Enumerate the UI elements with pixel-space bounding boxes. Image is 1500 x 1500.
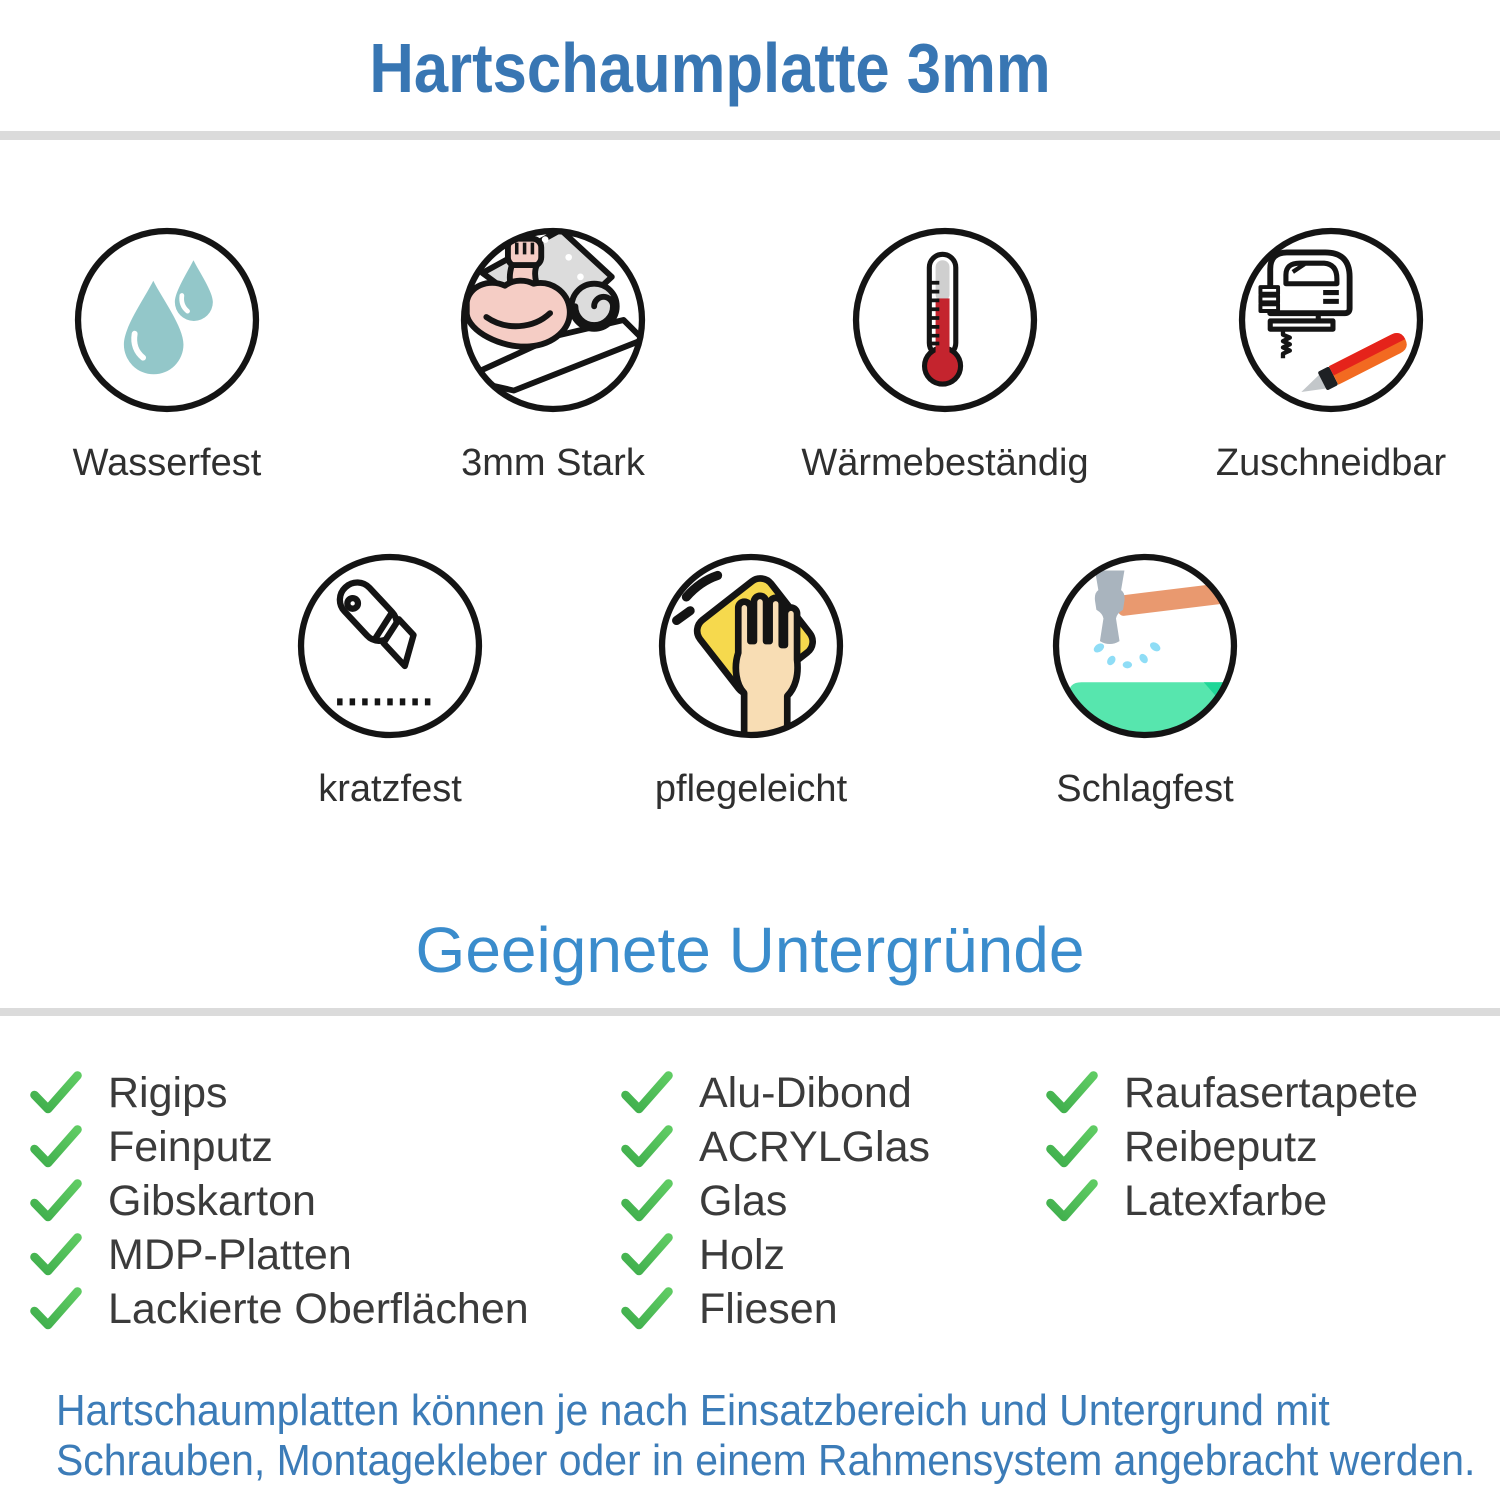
substrate-label: ACRYLGlas (699, 1122, 931, 1171)
feature-label: 3mm Stark (461, 442, 645, 484)
checkmark-icon (621, 1286, 673, 1332)
checkmark-icon (1046, 1124, 1098, 1170)
feature-label: kratzfest (318, 768, 462, 810)
checkmark-icon (621, 1070, 673, 1116)
checkmark-icon (30, 1232, 82, 1278)
substrate-item (621, 1282, 930, 1336)
footer-line-2: Schrauben, Montagekleber oder in einem Rahmensystem angebracht werden. (56, 1436, 1476, 1485)
footer-note (56, 1386, 1475, 1486)
substrate-label: Raufasertapete (1124, 1068, 1419, 1117)
checkmark-icon (30, 1178, 82, 1224)
thermometer-icon (847, 222, 1043, 418)
substrate-item (30, 1120, 529, 1174)
substrate-column-3 (1046, 1066, 1418, 1228)
checkmark-icon (30, 1286, 82, 1332)
substrate-label: Holz (699, 1230, 786, 1279)
substrate-item (621, 1120, 930, 1174)
feature-zuschneidbar (1171, 222, 1491, 485)
checkmark-icon (621, 1124, 673, 1170)
utility-knife-icon (292, 548, 488, 744)
footer-line-1: Hartschaumplatten können je nach Einsatzbereich und Untergrund mit (56, 1386, 1330, 1435)
checkmark-icon (30, 1124, 82, 1170)
checkmark-icon (1046, 1070, 1098, 1116)
substrate-item (621, 1174, 930, 1228)
water-drops-icon (69, 222, 265, 418)
substrate-label: MDP-Platten (108, 1230, 352, 1279)
feature-pflegeleicht (591, 548, 911, 811)
substrate-label: Rigips (108, 1068, 228, 1117)
substrate-item (1046, 1066, 1418, 1120)
feature-label: Schlagfest (1056, 768, 1234, 810)
section-title-untergruende: Geeignete Untergründe (415, 914, 1085, 986)
substrate-item (621, 1066, 930, 1120)
jigsaw-cutter-icon (1233, 222, 1429, 418)
substrate-column-2 (621, 1066, 930, 1336)
substrate-item (621, 1228, 930, 1282)
muscle-arm-icon (455, 222, 651, 418)
page-title: Hartschaumplatte 3mm (369, 29, 1051, 107)
substrate-label: Reibeputz (1124, 1122, 1318, 1171)
substrate-item (1046, 1174, 1418, 1228)
hammer-impact-icon (1047, 548, 1243, 744)
feature-label: Wasserfest (72, 442, 262, 484)
substrate-item (30, 1066, 529, 1120)
divider-top (0, 131, 1500, 140)
substrate-column-1 (30, 1066, 529, 1336)
feature-label: pflegeleicht (654, 768, 848, 810)
feature-wasserfest (7, 222, 327, 485)
substrate-label: Gibskarton (108, 1176, 316, 1225)
substrate-label: Feinputz (108, 1122, 273, 1171)
feature-waermebestaendig (785, 222, 1105, 485)
divider-middle (0, 1008, 1500, 1016)
substrate-label: Latexfarbe (1124, 1176, 1328, 1225)
feature-label: Wärmebeständig (801, 442, 1089, 484)
substrate-item (30, 1282, 529, 1336)
substrate-item (1046, 1120, 1418, 1174)
feature-schlagfest (985, 548, 1305, 811)
substrate-item (30, 1174, 529, 1228)
cleaning-hand-icon (653, 548, 849, 744)
feature-label: Zuschneidbar (1215, 442, 1447, 484)
feature-kratzfest (230, 548, 550, 811)
substrate-label: Fliesen (699, 1284, 838, 1333)
checkmark-icon (621, 1178, 673, 1224)
checkmark-icon (30, 1070, 82, 1116)
checkmark-icon (1046, 1178, 1098, 1224)
substrate-label: Lackierte Oberflächen (108, 1284, 529, 1333)
feature-3mm-stark (393, 222, 713, 485)
substrate-item (30, 1228, 529, 1282)
substrate-label: Glas (699, 1176, 788, 1225)
checkmark-icon (621, 1232, 673, 1278)
substrate-label: Alu-Dibond (699, 1068, 912, 1117)
